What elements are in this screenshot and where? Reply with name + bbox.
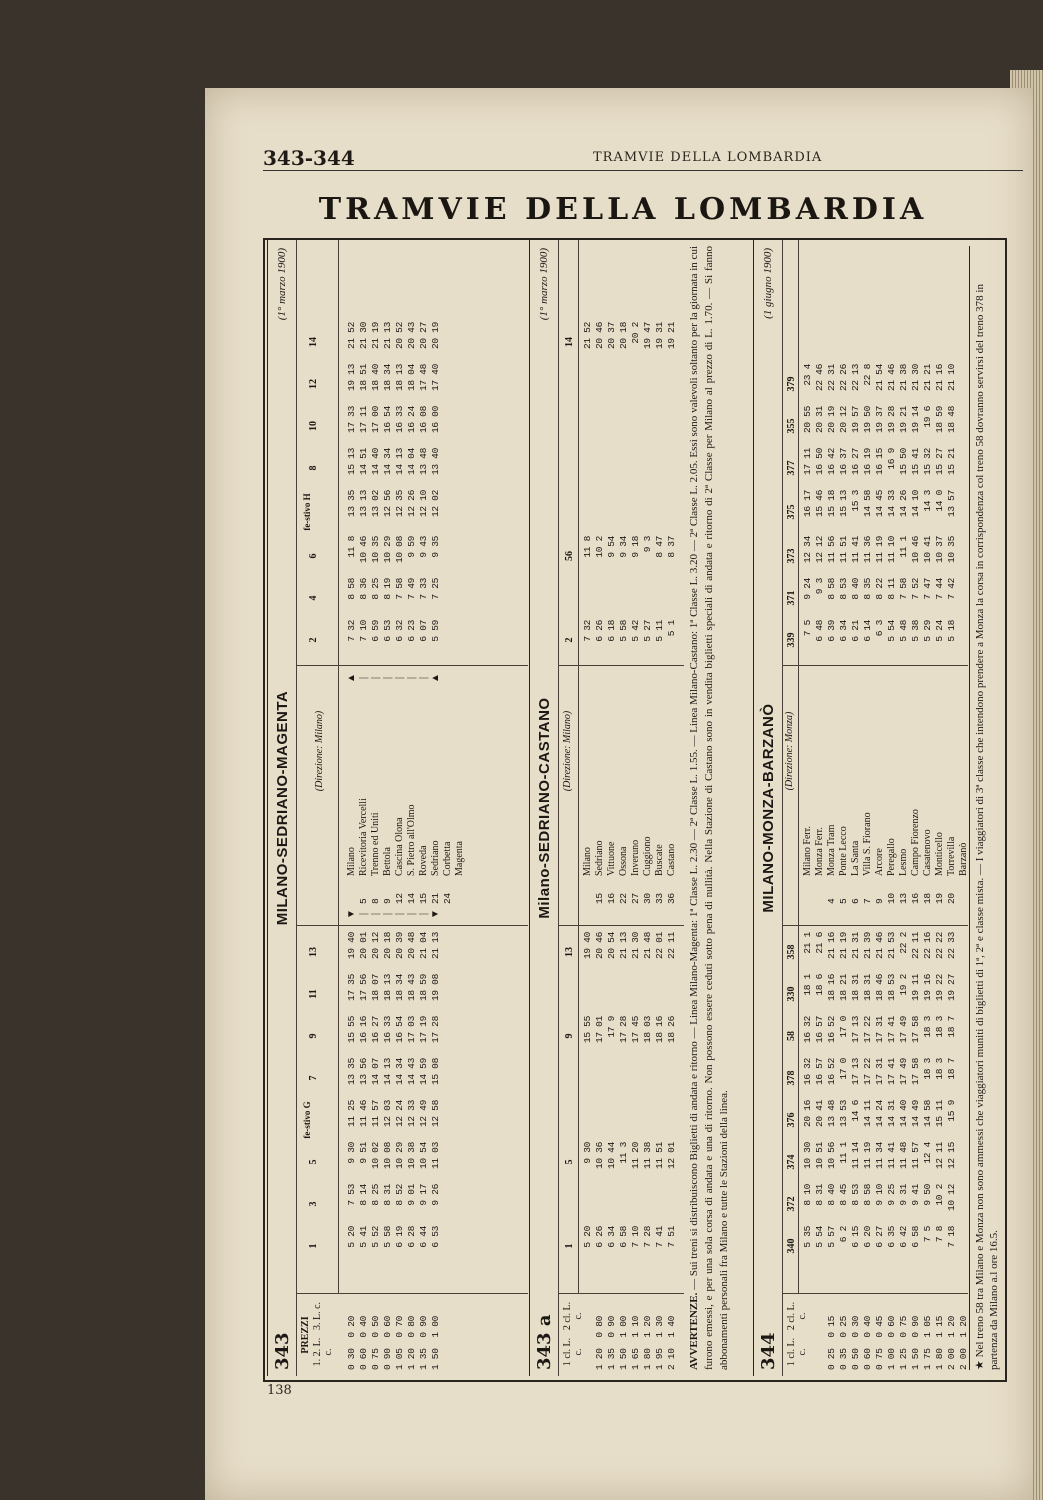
up-train: 9 24 9 3 8 58 8 53 8 40 8 35 8 22 8 11 7 58 7 52 7 47 7 44 7 42 bbox=[802, 578, 957, 600]
notice-label: AVVERTENZE. bbox=[688, 1292, 700, 1370]
train-number: 374 bbox=[786, 1154, 797, 1170]
price-col: 1 cl. L. c. bbox=[786, 1337, 808, 1367]
down-train: 15 55 17 01 17 9 17 28 17 45 18 03 18 16 18 26 bbox=[582, 1016, 677, 1044]
up-train: 7 5 6 48 6 39 6 34 6 21 6 14 6 3 5 54 5 48 5 38 5 29 5 24 5 18 bbox=[802, 620, 957, 642]
section-number: 343 bbox=[272, 1332, 293, 1370]
up-train: 7 32 7 10 6 59 6 53 6 32 6 23 6 07 5 59 bbox=[346, 620, 441, 642]
up-train: 21 52 21 30 21 19 21 13 20 52 20 43 20 27 20 19 bbox=[346, 322, 441, 350]
down-train-1: 5 20 5 41 5 52 5 58 6 19 6 28 6 44 6 53 bbox=[346, 1226, 441, 1248]
rotated-area bbox=[205, 88, 1033, 1500]
up-train: 11 8 10 2 9 54 9 34 9 18 9 3 8 47 8 37 bbox=[582, 536, 677, 558]
train-number: 340 bbox=[786, 1238, 797, 1254]
page-number: 138 bbox=[267, 1383, 292, 1398]
train-number: 13 bbox=[564, 947, 575, 957]
notice bbox=[687, 246, 732, 1370]
train-number: 5 bbox=[564, 1159, 575, 1165]
train-number: 14 bbox=[564, 337, 575, 347]
train-number: 372 bbox=[786, 1196, 797, 1212]
train-number: 358 bbox=[786, 944, 797, 960]
section-number: 343 a bbox=[534, 1314, 555, 1370]
train-number: 375 bbox=[786, 504, 797, 520]
train-number: 56 bbox=[564, 551, 575, 561]
price-header: PREZZI bbox=[300, 1316, 311, 1354]
section-number: 344 bbox=[758, 1332, 779, 1370]
up-train: 17 33 17 11 17 00 16 54 16 33 16 24 16 08 16 00 bbox=[346, 406, 441, 434]
price-col: 1. 2. L. c. bbox=[312, 1337, 334, 1367]
train-number: fe-stivo H bbox=[302, 493, 312, 531]
train-number: 339 bbox=[786, 632, 797, 648]
section-title: Milano-SEDRIANO-CASTANO bbox=[536, 697, 553, 919]
train-number: 3 bbox=[308, 1201, 319, 1207]
up-train: 15 13 14 51 14 40 14 34 14 13 14 04 13 48 13 40 bbox=[346, 448, 441, 476]
train-number: 377 bbox=[786, 460, 797, 476]
price-values: 0 25 0 15 0 35 0 25 0 50 0 30 0 60 0 40 0 75 0 45 1 00 0 60 1 25 0 75 1 50 0 90 1 75 1 05 1 80 1 15 2 00 1 20 2 00 1 20 bbox=[826, 1315, 969, 1370]
section-date: (1 giugno 1900) bbox=[762, 248, 774, 319]
km-values: 15 16 22 27 30 33 36 bbox=[594, 893, 677, 904]
up-train: 23 4 22 46 22 31 22 26 22 13 22 8 21 54 21 46 21 38 21 30 21 21 21 16 21 10 bbox=[802, 364, 957, 392]
train-number: 13 bbox=[308, 947, 319, 957]
price-values: 1 20 0 80 1 35 0 90 1 50 1 00 1 65 1 10 1 80 1 20 1 95 1 30 2 10 1 40 bbox=[594, 1315, 677, 1370]
up-train: 7 32 6 26 6 18 5 58 5 42 5 27 5 11 5 1 bbox=[582, 620, 677, 642]
direction: (Direzione: Monza) bbox=[784, 711, 795, 791]
train-number: 330 bbox=[786, 986, 797, 1002]
price-col: 2 cl. L. c. bbox=[562, 1301, 584, 1331]
train-number: 4 bbox=[308, 595, 319, 601]
up-train: 12 34 12 12 11 56 11 51 11 41 11 36 11 19 11 10 11 1 10 46 10 41 10 37 10 35 bbox=[802, 536, 957, 564]
km-values: 4 5 6 7 9 10 13 16 18 19 20 bbox=[826, 893, 957, 904]
train-number: 8 bbox=[308, 465, 319, 471]
footnote: ★ Nel treno 58 tra Milano e Monza non sono ammessi che viaggiatori muniti di biglietti di 1ª, 2ª e classe mista. — I viaggiatori di 3ª classe che intendono prendere a Monza la corsa in corrispondenza col treno 58 dovranno servirsi del treno 378 in partenza da Milano a.l ore 16.5. bbox=[969, 246, 1001, 1370]
train-number: 12 bbox=[308, 379, 319, 389]
train-number: 1 bbox=[308, 1243, 319, 1249]
down-train: 8 10 8 31 8 40 8 45 8 53 8 58 9 10 9 25 9 31 9 41 9 50 10 2 10 12 bbox=[802, 1184, 957, 1212]
up-train: 17 11 16 50 16 42 16 37 16 27 16 19 16 15 16 9 15 50 15 41 15 32 15 27 15 21 bbox=[802, 448, 957, 476]
train-number: 10 bbox=[308, 421, 319, 431]
running-title: TRAMVIE DELLA LOMBARDIA bbox=[593, 150, 823, 165]
train-number: 379 bbox=[786, 376, 797, 392]
train-number: 371 bbox=[786, 590, 797, 606]
page-range: 343-344 bbox=[263, 146, 355, 170]
down-train-festivo: 11 25 11 46 11 57 12 03 12 24 12 33 12 49 12 58 bbox=[346, 1100, 441, 1128]
up-train: 21 52 20 46 20 37 20 18 20 2 19 47 19 31 19 21 bbox=[582, 322, 677, 350]
up-train: 13 35 13 13 13 02 12 56 12 35 12 26 12 10 12 02 bbox=[346, 490, 441, 518]
price-col: 2 cl. L. c. bbox=[786, 1301, 808, 1331]
train-number: 378 bbox=[786, 1070, 797, 1086]
down-train: 9 30 10 36 10 44 11 3 11 20 11 38 11 51 12 01 bbox=[582, 1142, 677, 1170]
up-train: 19 13 18 51 18 40 18 34 18 13 18 04 17 48 17 40 bbox=[346, 364, 441, 392]
down-train: 20 16 20 41 13 48 13 53 14 6 14 11 14 24 14 31 14 40 14 49 14 58 15 11 15 9 bbox=[802, 1100, 957, 1128]
timetable bbox=[267, 240, 1001, 1376]
up-train: 20 55 20 31 20 19 20 12 19 57 19 50 19 37 19 28 19 21 19 14 19 6 18 59 18 48 bbox=[802, 406, 957, 434]
station-list: Milano Sedriano Vittuone Ossona Inveruno Cuggiono Buscate Castano bbox=[582, 836, 677, 876]
train-number: 9 bbox=[308, 1033, 319, 1039]
section-date: (1° marzo 1900) bbox=[538, 248, 550, 321]
train-number: 376 bbox=[786, 1112, 797, 1128]
section-343: 343 MILANO-SEDRIANO-MAGENTA (1° marzo 1900) PREZZI 1. 2. L. c. 3. L. c. 0 30 0 20 0 60 0 40 0 75 0 50 0 90 0 60 1 05 0 70 1 20 0 80 1 35 0 90 1 50 1 00 5 20 5 41 5 52 5 58 6 19 6 28 6 44 6 53 7 53 8 14 8 25 8 31 8 52 9 01 9 17 9 26 9 30 9 51 10 02 10 08 10 29 10 38 10 54 11 03 11 25 11 46 11 57 12 03 12 24 12 33 12 49 12 58 13 35 13 56 14 07 14 13 14 34 14 43 14 59 15 08 15 55 16 16 16 27 16 33 16 54 17 03 17 19 17 28 17 35 17 56 18 07 18 13 18 34 18 43 18 59 19 08 19 40 20 01 20 12 20 18 20 39 20 48 21 04 21 13 1 3 5 fe-stivo G 7 9 11 13 ▼ | | | | | | ▼ 5 8 9 12 14 15 21 24 (Direzione: Milano) Milano Ricevitoria Vercelli Trenno ed Uniti Bettola Cascina Olona S. Pietro all'Olmo Roveda Sedriano Corbetta Magenta ▲ | | | | | | ▲ 7 32 7 10 6 59 6 53 6 32 6 23 6 07 5 59 8 58 8 36 8 25 8 19 7 58 7 49 7 33 7 25 11 8 10 46 10 35 10 29 10 08 9 59 9 43 9 35 13 35 13 13 13 02 12 56 12 35 12 26 12 10 12 02 15 13 14 51 14 40 14 34 14 13 14 04 13 48 13 40 17 33 17 11 17 00 16 54 16 33 16 24 16 08 16 00 19 13 18 51 18 40 18 34 18 13 18 04 17 48 17 40 21 52 21 30 21 19 21 13 20 52 20 43 20 27 20 19 2 4 6 fe-stivo H 8 10 12 14 bbox=[267, 240, 528, 1376]
train-number: 7 bbox=[308, 1075, 319, 1081]
down-train: 19 40 20 46 20 54 21 13 21 30 21 48 22 01 22 11 bbox=[582, 932, 677, 960]
direction: (Direzione: Milano) bbox=[314, 710, 325, 792]
up-train: 11 8 10 46 10 35 10 29 10 08 9 59 9 43 9 35 bbox=[346, 536, 441, 564]
down-train: 5 35 5 54 5 57 6 2 6 15 6 20 6 27 6 35 6 42 6 58 7 5 7 8 7 18 bbox=[802, 1226, 957, 1248]
down-train-7: 13 35 13 56 14 07 14 13 14 34 14 43 14 59 15 08 bbox=[346, 1058, 441, 1086]
price-values: 0 30 0 20 0 60 0 40 0 75 0 50 0 90 0 60 1 05 0 70 1 20 0 80 1 35 0 90 1 50 1 00 bbox=[346, 1315, 441, 1370]
section-title: MILANO-SEDRIANO-MAGENTA bbox=[274, 690, 291, 926]
train-number: 58 bbox=[786, 1031, 797, 1041]
down-train-9: 15 55 16 16 16 27 16 33 16 54 17 03 17 19 17 28 bbox=[346, 1016, 441, 1044]
price-col: 1 cl. L. c. bbox=[562, 1337, 584, 1367]
train-number: 2 bbox=[564, 637, 575, 643]
train-number: 373 bbox=[786, 548, 797, 564]
train-number: 9 bbox=[564, 1033, 575, 1039]
down-train-11: 17 35 17 56 18 07 18 13 18 34 18 43 18 59 19 08 bbox=[346, 974, 441, 1002]
notice-text: — Sui treni si distribuiscono Biglietti di andata e ritorno — Linea Milano-Magenta: 1ª Classe L. 2.30 — 2ª Classe L. 1.55. — Linea Milano-Castano: 1ª Classe L. 3.20 — 2ª Classe L. 2.05. Essi sono valevoli soltanto per la giornata in cui furono emessi, e per una sola corsa di andata e una di ritorno. Non possono essere ceduti sotto pena di nullità. Nella Stazione di Castano sono in vendita biglietti speciali di andata e ritorno di 2ª Classe per Milano al prezzo di L. 1.70. — Si fanno abbonamenti personali fra Milano e tutte le Stazioni della linea. bbox=[688, 246, 730, 1370]
down-train: 10 30 10 51 10 56 11 1 11 14 11 19 11 34 11 41 11 48 11 57 12 4 12 11 12 15 bbox=[802, 1142, 957, 1170]
up-train: 16 17 15 46 15 18 15 13 15 3 14 58 14 45 14 33 14 26 14 10 14 3 14 0 13 57 bbox=[802, 490, 957, 518]
train-number: 14 bbox=[308, 337, 319, 347]
station-list: Milano Ricevitoria Vercelli Trenno ed Uniti Bettola Cascina Olona S. Pietro all'Olmo Roveda Sedriano Corbetta Magenta bbox=[346, 798, 465, 876]
down-train-3: 7 53 8 14 8 25 8 31 8 52 9 01 9 17 9 26 bbox=[346, 1184, 441, 1206]
section-title: MILANO-MONZA-BARZANÒ bbox=[760, 703, 777, 913]
train-number: 5 bbox=[308, 1159, 319, 1165]
down-train-13: 19 40 20 01 20 12 20 18 20 39 20 48 21 04 21 13 bbox=[346, 932, 441, 960]
train-number: 1 bbox=[564, 1243, 575, 1249]
section-343a bbox=[529, 240, 684, 1376]
km-values: 5 8 9 12 14 15 21 24 bbox=[358, 893, 453, 904]
main-title: TRAMVIE DELLA LOMBARDIA bbox=[318, 192, 928, 227]
station-list: Milano Ferr. Monza Ferr. Monza Tram Ponte Lecco La Santa Villa S. Fiorano Arcore Peregallo Lesmo Campo Fiorenzo Casatenovo Monticello Torrevilla Barzanò bbox=[802, 809, 969, 876]
train-number: 6 bbox=[308, 553, 319, 559]
price-col: 3. L. c. bbox=[312, 1301, 323, 1331]
section-344 bbox=[753, 240, 968, 1376]
down-train: 5 20 6 26 6 34 6 58 7 10 7 28 7 41 7 51 bbox=[582, 1226, 677, 1248]
train-number: fe-stivo G bbox=[302, 1101, 312, 1139]
up-train: 8 58 8 36 8 25 8 19 7 58 7 49 7 33 7 25 bbox=[346, 578, 441, 600]
train-number: 355 bbox=[786, 418, 797, 434]
down-train: 16 32 16 57 16 52 17 0 17 13 17 22 17 31 17 41 17 49 17 58 18 3 18 3 18 7 bbox=[802, 1058, 957, 1086]
section-date: (1° marzo 1900) bbox=[276, 248, 288, 321]
down-train: 18 1 18 6 18 16 18 21 18 31 18 31 18 46 18 53 19 2 19 11 19 16 19 22 19 27 bbox=[802, 974, 957, 1002]
direction: (Direzione: Milano) bbox=[562, 710, 573, 792]
down-train: 16 32 16 57 16 52 17 0 17 13 17 22 17 31 17 41 17 49 17 58 18 3 18 3 18 7 bbox=[802, 1016, 957, 1044]
down-train: 21 1 21 6 21 16 21 19 21 31 21 39 21 46 21 53 22 2 22 11 22 16 22 22 22 33 bbox=[802, 932, 957, 960]
down-train-5: 9 30 9 51 10 02 10 08 10 29 10 38 10 54 11 03 bbox=[346, 1142, 441, 1170]
train-number: 11 bbox=[308, 989, 319, 999]
train-number: 2 bbox=[308, 637, 319, 643]
